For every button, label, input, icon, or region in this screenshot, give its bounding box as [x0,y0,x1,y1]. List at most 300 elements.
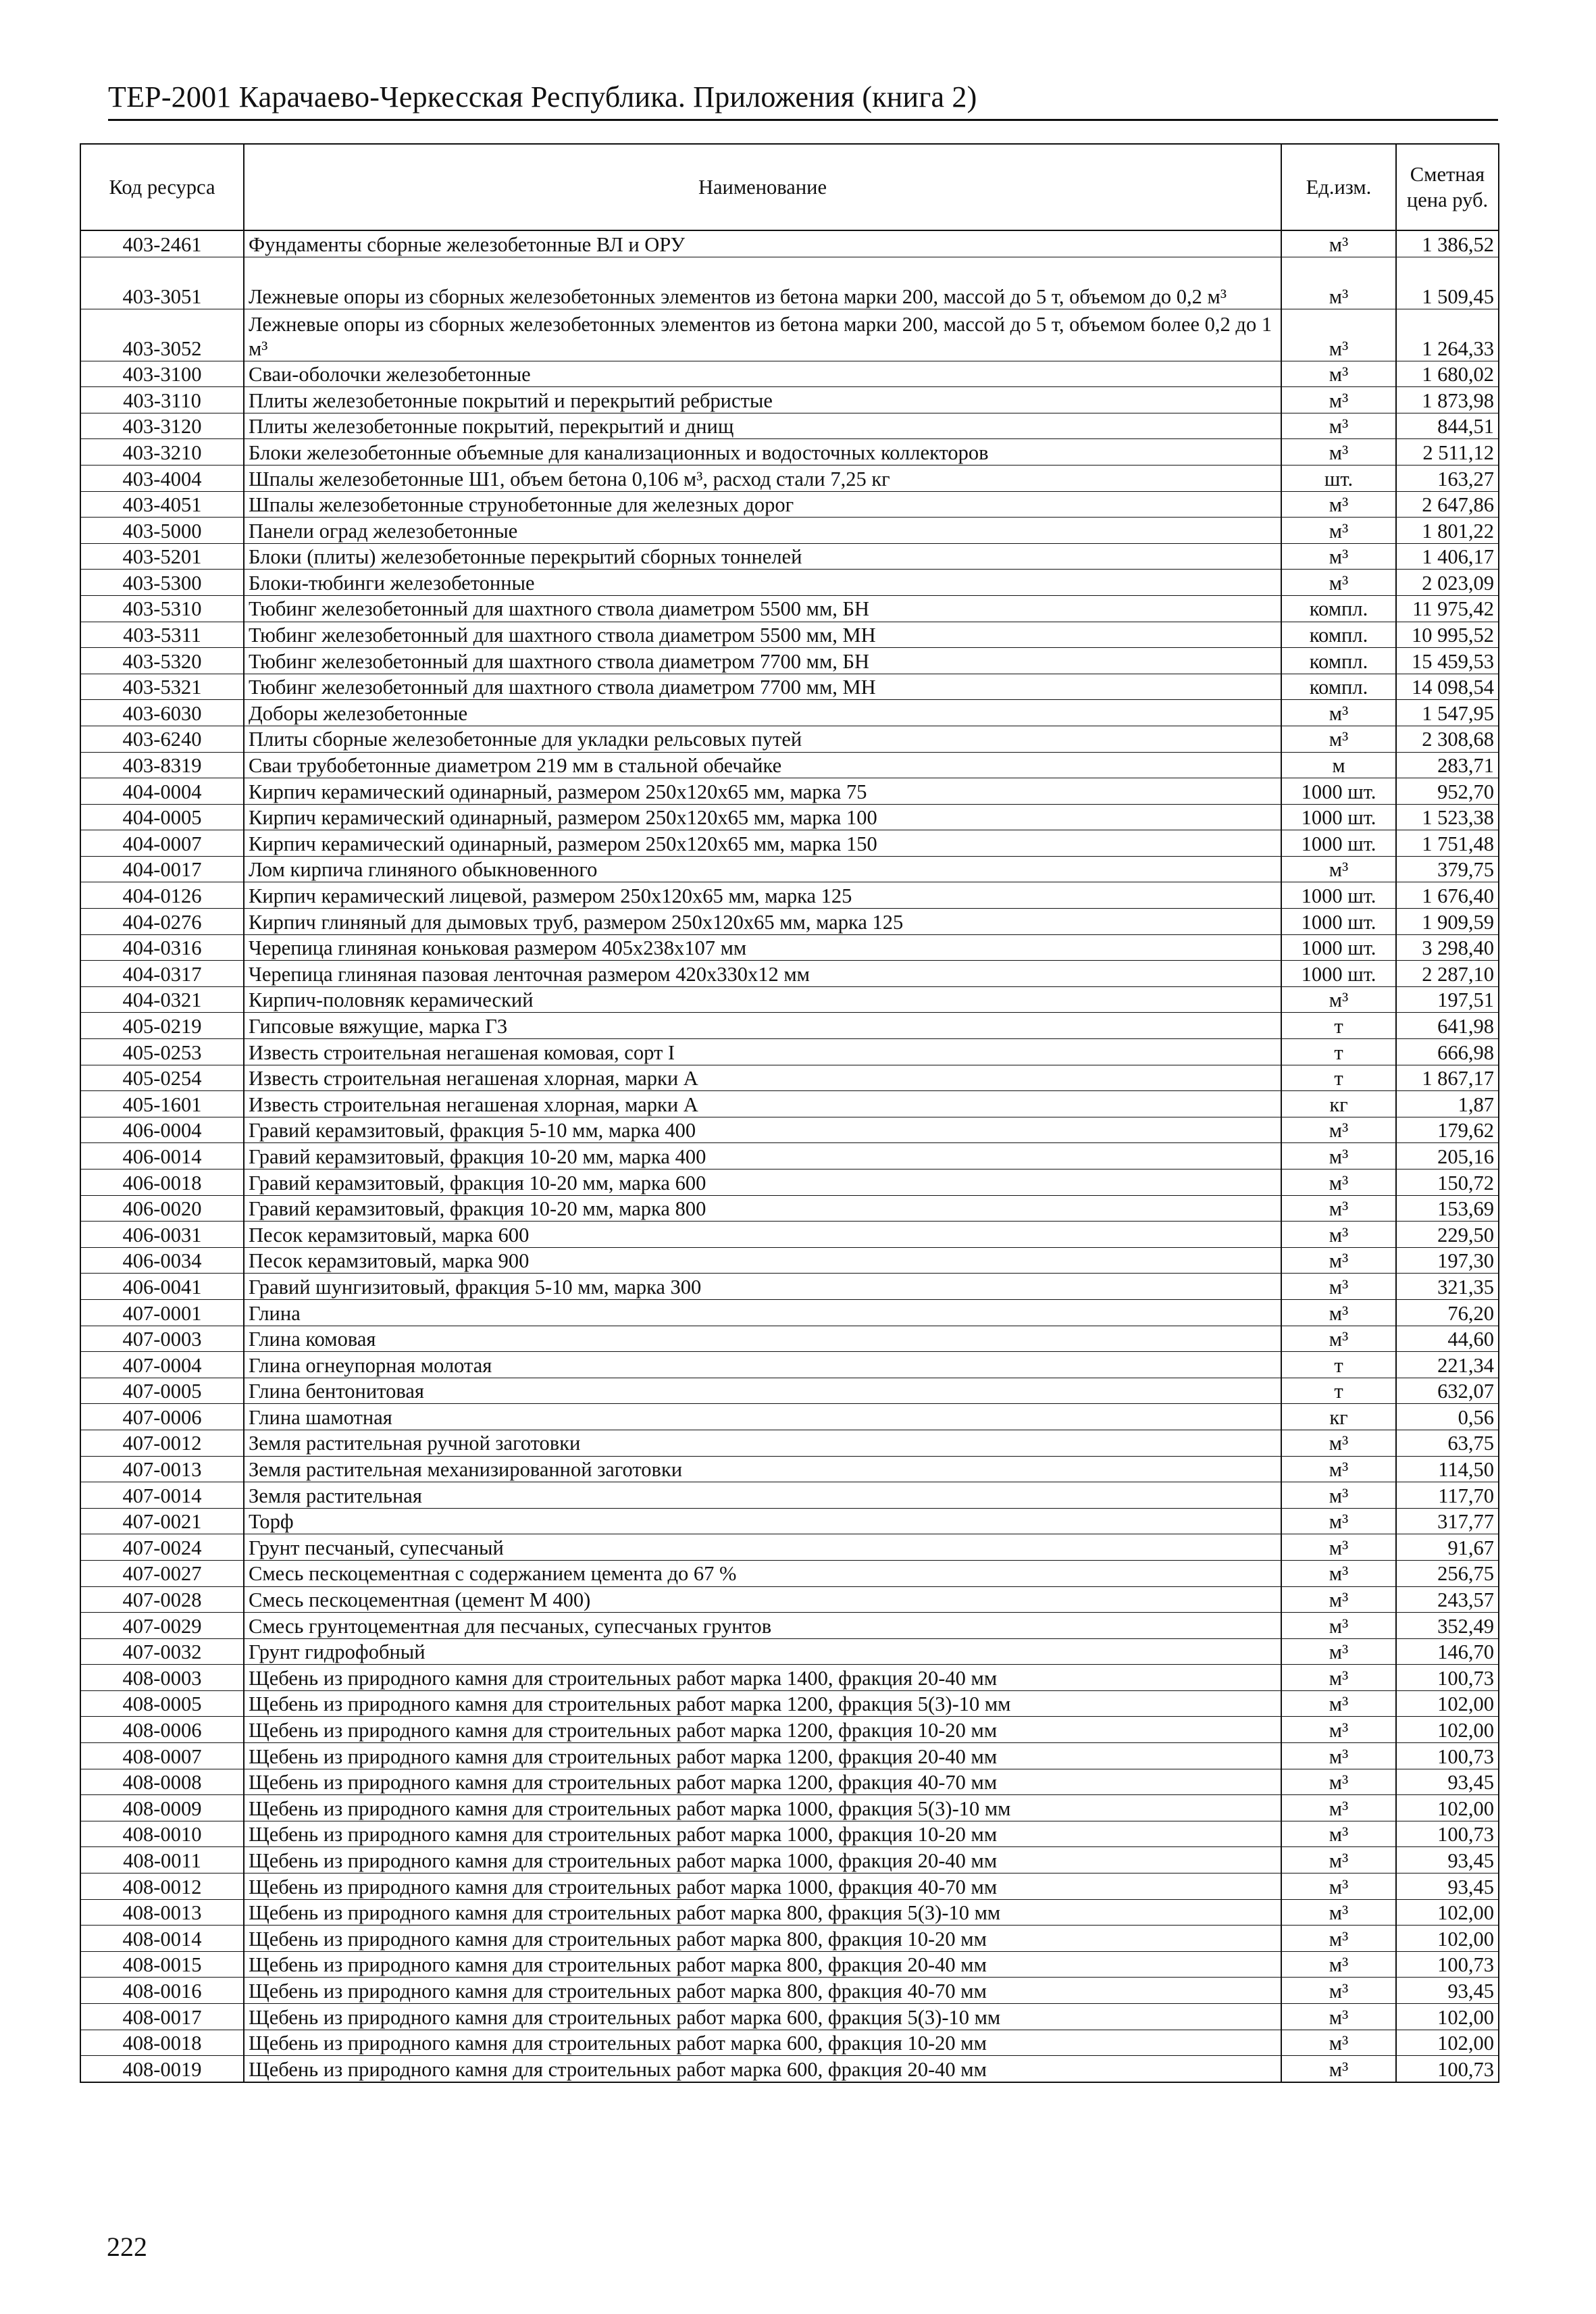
cell-unit: 1000 шт. [1281,882,1396,909]
cell-unit: м³ [1281,491,1396,518]
cell-unit: м³ [1281,1769,1396,1795]
cell-code: 403-6030 [80,700,244,726]
cell-name: Щебень из природного камня для строительных работ марка 600, фракция 5(3)-10 мм [244,2004,1281,2030]
cell-code: 403-3100 [80,361,244,387]
cell-name: Кирпич керамический лицевой, размером 250х120х65 мм, марка 125 [244,882,1281,909]
cell-unit: м³ [1281,1717,1396,1743]
cell-price: 102,00 [1396,1795,1499,1821]
cell-name: Фундаменты сборные железобетонные ВЛ и ОРУ [244,230,1281,257]
cell-unit: компл. [1281,648,1396,674]
cell-price: 1 523,38 [1396,804,1499,830]
cell-name: Гравий шунгизитовый, фракция 5-10 мм, марка 300 [244,1274,1281,1300]
cell-price: 100,73 [1396,2056,1499,2082]
cell-code: 408-0007 [80,1743,244,1769]
cell-name: Кирпич керамический одинарный, размером 250х120х65 мм, марка 75 [244,778,1281,805]
cell-price: 15 459,53 [1396,648,1499,674]
table-row [80,934,1499,961]
cell-unit: т [1281,1352,1396,1378]
cell-unit: м³ [1281,1847,1396,1873]
cell-code: 408-0017 [80,2004,244,2030]
cell-code: 406-0018 [80,1169,244,1196]
cell-unit: м³ [1281,1222,1396,1248]
cell-code: 403-5300 [80,570,244,596]
cell-name: Смесь пескоцементная (цемент М 400) [244,1586,1281,1613]
cell-price: 1 867,17 [1396,1065,1499,1091]
cell-code: 406-0020 [80,1195,244,1222]
table-row [80,1508,1499,1534]
table-row [80,1065,1499,1091]
table-row [80,387,1499,413]
cell-price: 221,34 [1396,1352,1499,1378]
cell-code: 404-0126 [80,882,244,909]
cell-name: Земля растительная [244,1482,1281,1509]
cell-code: 407-0014 [80,1482,244,1509]
cell-name: Щебень из природного камня для строительных работ марка 1400, фракция 20-40 мм [244,1665,1281,1691]
cell-code: 403-3120 [80,413,244,439]
cell-name: Щебень из природного камня для строительных работ марка 800, фракция 40-70 мм [244,1978,1281,2004]
cell-code: 407-0005 [80,1378,244,1404]
table-row [80,1847,1499,1873]
table-row [80,491,1499,518]
cell-code: 407-0006 [80,1404,244,1430]
cell-price: 283,71 [1396,752,1499,778]
cell-price: 117,70 [1396,1482,1499,1509]
cell-name: Тюбинг железобетонный для шахтного ствола диаметром 5500 мм, МН [244,622,1281,648]
cell-name: Песок керамзитовый, марка 600 [244,1222,1281,1248]
cell-code: 406-0034 [80,1247,244,1274]
cell-unit: м³ [1281,230,1396,257]
cell-unit: компл. [1281,595,1396,622]
cell-unit: м³ [1281,1899,1396,1926]
cell-price: 317,77 [1396,1508,1499,1534]
cell-price: 256,75 [1396,1560,1499,1586]
table-row [80,1978,1499,2004]
cell-unit: м³ [1281,1456,1396,1482]
cell-price: 93,45 [1396,1978,1499,2004]
cell-unit: м³ [1281,1274,1396,1300]
cell-code: 408-0003 [80,1665,244,1691]
cell-code: 404-0276 [80,909,244,935]
cell-name: Щебень из природного камня для строительных работ марка 1200, фракция 40-70 мм [244,1769,1281,1795]
cell-name: Плиты сборные железобетонные для укладки рельсовых путей [244,726,1281,752]
cell-unit: м³ [1281,1665,1396,1691]
cell-name: Гравий керамзитовый, фракция 10-20 мм, марка 600 [244,1169,1281,1196]
cell-price: 1,87 [1396,1091,1499,1117]
cell-unit: м³ [1281,413,1396,439]
cell-unit: м³ [1281,439,1396,466]
cell-price: 150,72 [1396,1169,1499,1196]
cell-unit: м³ [1281,1534,1396,1561]
cell-code: 403-2461 [80,230,244,257]
cell-price: 100,73 [1396,1665,1499,1691]
table-row [80,882,1499,909]
cell-unit: м³ [1281,2030,1396,2056]
cell-price: 0,56 [1396,1404,1499,1430]
cell-price: 3 298,40 [1396,934,1499,961]
cell-name: Гипсовые вяжущие, марка Г3 [244,1013,1281,1039]
cell-unit: м³ [1281,1743,1396,1769]
table-row [80,1299,1499,1326]
cell-price: 205,16 [1396,1143,1499,1169]
cell-name: Щебень из природного камня для строительных работ марка 1200, фракция 10-20 мм [244,1717,1281,1743]
table-row [80,413,1499,439]
table-row [80,1091,1499,1117]
cell-price: 2 647,86 [1396,491,1499,518]
table-row [80,1378,1499,1404]
cell-unit: м³ [1281,361,1396,387]
cell-unit: м³ [1281,518,1396,544]
cell-unit: м³ [1281,1795,1396,1821]
column-header-unit: Ед.изм. [1281,144,1396,230]
cell-code: 403-5310 [80,595,244,622]
cell-unit: м³ [1281,1926,1396,1952]
cell-code: 406-0014 [80,1143,244,1169]
cell-unit: м³ [1281,1169,1396,1196]
cell-unit: м³ [1281,1247,1396,1274]
cell-unit: м³ [1281,1560,1396,1586]
table-row [80,778,1499,805]
cell-name: Плиты железобетонные покрытий, перекрытий и днищ [244,413,1281,439]
cell-unit: м³ [1281,1299,1396,1326]
cell-code: 403-5000 [80,518,244,544]
cell-unit: м³ [1281,2004,1396,2030]
table-row [80,1482,1499,1509]
cell-unit: компл. [1281,674,1396,700]
cell-name: Щебень из природного камня для строительных работ марка 1000, фракция 5(3)-10 мм [244,1795,1281,1821]
cell-code: 405-0254 [80,1065,244,1091]
table-row [80,465,1499,491]
cell-unit: м [1281,752,1396,778]
cell-name: Черепица глиняная коньковая размером 405х238х107 мм [244,934,1281,961]
cell-price: 197,51 [1396,986,1499,1013]
column-header-name: Наименование [244,144,1281,230]
cell-code: 407-0013 [80,1456,244,1482]
cell-price: 76,20 [1396,1299,1499,1326]
table-row [80,361,1499,387]
cell-code: 408-0008 [80,1769,244,1795]
table-row [80,1873,1499,1900]
cell-code: 408-0015 [80,1951,244,1978]
cell-unit: м³ [1281,1482,1396,1509]
table-row [80,1274,1499,1300]
cell-code: 405-0253 [80,1039,244,1065]
cell-unit: т [1281,1013,1396,1039]
cell-code: 403-5311 [80,622,244,648]
cell-unit: 1000 шт. [1281,778,1396,805]
table-row [80,595,1499,622]
table-row [80,1769,1499,1795]
cell-price: 1 751,48 [1396,830,1499,857]
cell-code: 408-0016 [80,1978,244,2004]
cell-code: 407-0032 [80,1638,244,1665]
cell-price: 243,57 [1396,1586,1499,1613]
cell-name: Известь строительная негашеная хлорная, марки А [244,1091,1281,1117]
cell-price: 379,75 [1396,856,1499,882]
cell-name: Щебень из природного камня для строительных работ марка 1000, фракция 40-70 мм [244,1873,1281,1900]
table-row [80,830,1499,857]
table-row [80,1638,1499,1665]
table-row [80,1352,1499,1378]
cell-unit: м³ [1281,257,1396,309]
cell-price: 321,35 [1396,1274,1499,1300]
cell-price: 1 873,98 [1396,387,1499,413]
cell-code: 407-0027 [80,1560,244,1586]
cell-price: 102,00 [1396,2004,1499,2030]
cell-price: 229,50 [1396,1222,1499,1248]
cell-code: 403-3110 [80,387,244,413]
cell-name: Глина шамотная [244,1404,1281,1430]
table-row [80,257,1499,309]
cell-price: 666,98 [1396,1039,1499,1065]
cell-name: Щебень из природного камня для строительных работ марка 1000, фракция 20-40 мм [244,1847,1281,1873]
cell-unit: компл. [1281,622,1396,648]
cell-name: Блоки (плиты) железобетонные перекрытий сборных тоннелей [244,543,1281,570]
cell-code: 407-0028 [80,1586,244,1613]
cell-price: 197,30 [1396,1247,1499,1274]
cell-unit: шт. [1281,465,1396,491]
cell-name: Щебень из природного камня для строительных работ марка 1200, фракция 5(3)-10 мм [244,1690,1281,1717]
table-row [80,2056,1499,2082]
cell-name: Земля растительная механизированной заготовки [244,1456,1281,1482]
cell-price: 163,27 [1396,465,1499,491]
cell-name: Щебень из природного камня для строительных работ марка 600, фракция 20-40 мм [244,2056,1281,2082]
table-row [80,700,1499,726]
cell-price: 2 023,09 [1396,570,1499,596]
cell-unit: м³ [1281,1143,1396,1169]
cell-price: 102,00 [1396,1717,1499,1743]
cell-price: 153,69 [1396,1195,1499,1222]
table-row [80,1795,1499,1821]
cell-name: Глина бентонитовая [244,1378,1281,1404]
table-row [80,1743,1499,1769]
cell-name: Шпалы железобетонные струнобетонные для железных дорог [244,491,1281,518]
cell-name: Щебень из природного камня для строительных работ марка 600, фракция 10-20 мм [244,2030,1281,2056]
cell-unit: м³ [1281,1613,1396,1639]
table-row [80,961,1499,987]
cell-unit: м³ [1281,726,1396,752]
table-row [80,1717,1499,1743]
cell-code: 406-0041 [80,1274,244,1300]
cell-code: 403-6240 [80,726,244,752]
cell-price: 1 509,45 [1396,257,1499,309]
document-header: ТЕР-2001 Карачаево-Черкесская Республика. Приложения (книга 2) [108,80,977,114]
cell-code: 405-0219 [80,1013,244,1039]
cell-name: Песок керамзитовый, марка 900 [244,1247,1281,1274]
cell-price: 10 995,52 [1396,622,1499,648]
table-row [80,986,1499,1013]
cell-name: Блоки железобетонные объемные для канализационных и водосточных коллекторов [244,439,1281,466]
cell-name: Смесь грунтоцементная для песчаных, супесчаных грунтов [244,1613,1281,1639]
cell-code: 404-0316 [80,934,244,961]
cell-name: Щебень из природного камня для строительных работ марка 800, фракция 5(3)-10 мм [244,1899,1281,1926]
cell-unit: м³ [1281,986,1396,1013]
cell-name: Лом кирпича глиняного обыкновенного [244,856,1281,882]
cell-unit: м³ [1281,1326,1396,1352]
table-row [80,804,1499,830]
cell-unit: м³ [1281,856,1396,882]
cell-code: 404-0004 [80,778,244,805]
cell-name: Черепица глиняная пазовая ленточная размером 420х330х12 мм [244,961,1281,987]
cell-code: 406-0031 [80,1222,244,1248]
cell-name: Щебень из природного камня для строительных работ марка 1200, фракция 20-40 мм [244,1743,1281,1769]
table-row [80,1665,1499,1691]
cell-code: 407-0004 [80,1352,244,1378]
cell-name: Сваи-оболочки железобетонные [244,361,1281,387]
table-row [80,1560,1499,1586]
cell-price: 1 676,40 [1396,882,1499,909]
cell-code: 403-3052 [80,309,244,361]
cell-price: 102,00 [1396,1899,1499,1926]
cell-code: 408-0009 [80,1795,244,1821]
cell-price: 44,60 [1396,1326,1499,1352]
header-divider [108,119,1498,121]
cell-code: 408-0019 [80,2056,244,2082]
cell-code: 408-0006 [80,1717,244,1743]
table-row [80,1247,1499,1274]
table-row [80,570,1499,596]
table-row [80,726,1499,752]
cell-code: 403-4004 [80,465,244,491]
cell-name: Глина комовая [244,1326,1281,1352]
cell-name: Гравий керамзитовый, фракция 5-10 мм, марка 400 [244,1117,1281,1143]
cell-price: 114,50 [1396,1456,1499,1482]
cell-name: Торф [244,1508,1281,1534]
table-row [80,1951,1499,1978]
cell-price: 102,00 [1396,1690,1499,1717]
cell-price: 102,00 [1396,1926,1499,1952]
cell-price: 2 287,10 [1396,961,1499,987]
cell-unit: м³ [1281,2056,1396,2082]
cell-name: Щебень из природного камня для строительных работ марка 1000, фракция 10-20 мм [244,1821,1281,1847]
table-row [80,1926,1499,1952]
cell-name: Панели оград железобетонные [244,518,1281,544]
table-row [80,648,1499,674]
cell-name: Известь строительная негашеная комовая, сорт I [244,1039,1281,1065]
table-row [80,439,1499,466]
cell-name: Щебень из природного камня для строительных работ марка 800, фракция 10-20 мм [244,1926,1281,1952]
cell-unit: м³ [1281,1821,1396,1847]
cell-unit: 1000 шт. [1281,934,1396,961]
cell-unit: 1000 шт. [1281,961,1396,987]
cell-unit: м³ [1281,1586,1396,1613]
cell-code: 404-0005 [80,804,244,830]
cell-name: Земля растительная ручной заготовки [244,1430,1281,1456]
cell-code: 404-0317 [80,961,244,987]
cell-code: 407-0001 [80,1299,244,1326]
cell-unit: 1000 шт. [1281,830,1396,857]
cell-name: Кирпич керамический одинарный, размером 250х120х65 мм, марка 100 [244,804,1281,830]
table-row [80,1586,1499,1613]
cell-price: 2 308,68 [1396,726,1499,752]
cell-code: 403-8319 [80,752,244,778]
cell-unit: м³ [1281,543,1396,570]
cell-price: 641,98 [1396,1013,1499,1039]
cell-price: 844,51 [1396,413,1499,439]
column-header-price: Сметная цена руб. [1396,144,1499,230]
cell-price: 93,45 [1396,1847,1499,1873]
cell-name: Доборы железобетонные [244,700,1281,726]
table-row [80,1013,1499,1039]
cell-code: 408-0005 [80,1690,244,1717]
table-row [80,909,1499,935]
table-row [80,674,1499,700]
table-header-row [80,144,1499,230]
cell-code: 407-0003 [80,1326,244,1352]
cell-unit: м³ [1281,1195,1396,1222]
cell-price: 1 547,95 [1396,700,1499,726]
cell-price: 1 406,17 [1396,543,1499,570]
cell-price: 1 909,59 [1396,909,1499,935]
cell-unit: м³ [1281,1690,1396,1717]
cell-code: 408-0012 [80,1873,244,1900]
cell-name: Тюбинг железобетонный для шахтного ствола диаметром 7700 мм, МН [244,674,1281,700]
cell-name: Плиты железобетонные покрытий и перекрытий ребристые [244,387,1281,413]
cell-unit: м³ [1281,1951,1396,1978]
cell-name: Смесь пескоцементная с содержанием цемента до 67 % [244,1560,1281,1586]
cell-name: Кирпич глиняный для дымовых труб, размером 250х120х65 мм, марка 125 [244,909,1281,935]
cell-price: 63,75 [1396,1430,1499,1456]
table-row [80,856,1499,882]
cell-unit: м³ [1281,570,1396,596]
table-row [80,1039,1499,1065]
cell-name: Лежневые опоры из сборных железобетонных элементов из бетона марки 200, массой до 5 т, объемом более 0,2 до 1 м³ [244,309,1281,361]
cell-unit: м³ [1281,700,1396,726]
cell-price: 102,00 [1396,2030,1499,2056]
cell-name: Известь строительная негашеная хлорная, марки А [244,1065,1281,1091]
cell-price: 91,67 [1396,1534,1499,1561]
cell-code: 403-5321 [80,674,244,700]
column-header-code: Код ресурса [80,144,244,230]
table-row [80,1613,1499,1639]
cell-price: 1 386,52 [1396,230,1499,257]
cell-price: 11 975,42 [1396,595,1499,622]
cell-unit: м³ [1281,1873,1396,1900]
table-row [80,1326,1499,1352]
cell-unit: т [1281,1039,1396,1065]
cell-code: 407-0012 [80,1430,244,1456]
cell-name: Гравий керамзитовый, фракция 10-20 мм, марка 400 [244,1143,1281,1169]
cell-unit: м³ [1281,1430,1396,1456]
cell-name: Тюбинг железобетонный для шахтного ствола диаметром 7700 мм, БН [244,648,1281,674]
table-row [80,1222,1499,1248]
cell-price: 100,73 [1396,1821,1499,1847]
table-row [80,2004,1499,2030]
cell-unit: 1000 шт. [1281,804,1396,830]
cell-unit: кг [1281,1091,1396,1117]
table-row [80,1456,1499,1482]
table-row [80,518,1499,544]
cell-code: 407-0021 [80,1508,244,1534]
cell-unit: м³ [1281,1978,1396,2004]
cell-code: 403-3210 [80,439,244,466]
cell-code: 408-0013 [80,1899,244,1926]
table-row [80,1169,1499,1196]
cell-price: 179,62 [1396,1117,1499,1143]
table-row [80,1430,1499,1456]
cell-unit: м³ [1281,1638,1396,1665]
cell-price: 14 098,54 [1396,674,1499,700]
table-row [80,1821,1499,1847]
table-row [80,1899,1499,1926]
cell-unit: кг [1281,1404,1396,1430]
table-row [80,752,1499,778]
page-number: 222 [107,2232,147,2262]
table-row [80,309,1499,361]
cell-code: 404-0321 [80,986,244,1013]
cell-name: Грунт песчаный, супесчаный [244,1534,1281,1561]
table-row [80,2030,1499,2056]
cell-price: 93,45 [1396,1769,1499,1795]
